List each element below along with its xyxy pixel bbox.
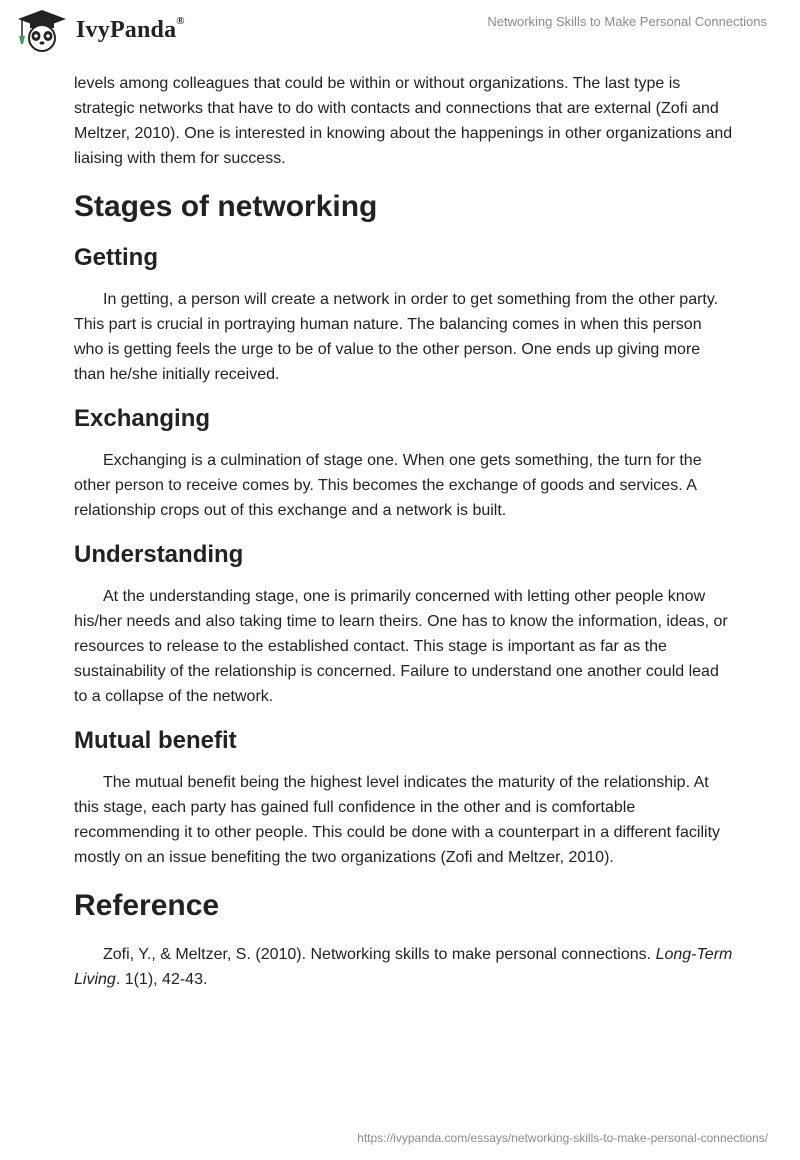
panda-logo-icon [14, 8, 70, 52]
understanding-paragraph: At the understanding stage, one is primarily concerned with letting other people know his/her needs and also taking time to learn theirs. One has to know the information, ideas, or resources to release to the established contact. This stage is important as far as the sustainability of the relationship is concerned. Failure to understand one another could lead to a collapse of the network. [74, 588, 728, 705]
intro-paragraph: levels among colleagues that could be within or without organizations. The last type is strategic networks that have to do with contacts and connections that are external (Zofi and Meltzer, 2010). One is interested in knowing about the happenings in other organizations and liaising with them for success. [74, 75, 733, 167]
mutual-benefit-paragraph: The mutual benefit being the highest level indicates the maturity of the relationship. At this stage, each party has gained full confidence in the other and is comfortable recommending it to other people. This could be done with a counterpart in a different facility mostly on an issue benefiting the two organizations (Zofi and Meltzer, 2010). [74, 774, 721, 866]
reference-citation: Zofi, Y., & Meltzer, S. (2010). Networking skills to make personal connections. [103, 946, 652, 963]
reference-heading: Reference [74, 889, 220, 922]
footer-url[interactable]: https://ivypanda.com/essays/networking-skills-to-make-personal-connections/ [357, 1131, 768, 1145]
brand-name: IvyPanda® [76, 14, 185, 43]
exchanging-heading: Exchanging [74, 405, 211, 432]
reference-entry [74, 942, 734, 992]
reference-journal: Long-Term Living [74, 946, 733, 988]
mutual-benefit-heading: Mutual benefit [74, 727, 237, 754]
essay-content [74, 71, 734, 992]
understanding-heading: Understanding [74, 541, 244, 568]
getting-heading: Getting [74, 244, 158, 271]
stages-heading: Stages of networking [74, 190, 378, 223]
page-header [0, 0, 800, 70]
getting-paragraph: In getting, a person will create a network in order to get something from the other party. This part is crucial in portraying human nature. The balancing comes in when this person who is getting feels the urge to be of value to the other person. One ends up giving more than he/she initially received. [74, 291, 719, 383]
document-title: Networking Skills to Make Personal Connections [487, 14, 767, 29]
exchanging-paragraph: Exchanging is a culmination of stage one. When one gets something, the turn for the other person to receive comes by. This becomes the exchange of goods and services. A relationship crops out of this exchange and a network is built. [74, 452, 702, 519]
logo[interactable] [14, 8, 185, 52]
reference-details: . 1(1), 42-43. [115, 971, 208, 988]
